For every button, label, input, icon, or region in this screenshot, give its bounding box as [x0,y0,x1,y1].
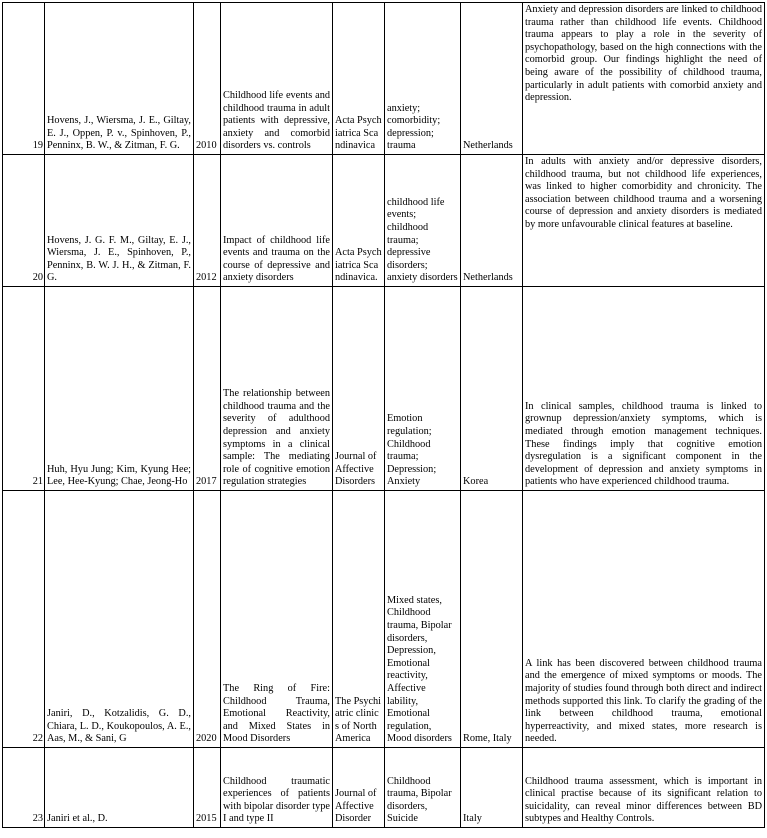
keywords-cell: Emotion regulation; Childhood trauma; Depression; Anxiety [385,287,461,491]
studies-table [2,2,765,828]
summary-cell: Childhood trauma assessment, which is important in clinical practise because of its significant relation to suicidality, can reveal minor differences between BD subtypes and Healthy Controls. [523,748,765,828]
country-cell: Netherlands [461,3,523,155]
year-cell: 2020 [194,491,221,748]
title-cell: The relationship between childhood trauma and the severity of adulthood depression and anxiety symptoms in a clinical sample: The mediating role of cognitive emotion regulation strategies [221,287,333,491]
row-number: 19 [3,3,45,155]
summary-cell: A link has been discovered between childhood trauma and the emergence of mixed symptoms or moods. The majority of studies found through both direct and indirect methods supported this link. To clarify the grading of the link between childhood trauma, emotional hyperreactivity, and mixed states, more research is needed. [523,491,765,748]
table-row [3,287,765,491]
journal-cell: The Psychiatric clinics of North America [333,491,385,748]
year-cell: 2012 [194,155,221,287]
table-row [3,748,765,828]
journal-cell: Journal of Affective Disorder [333,748,385,828]
authors-cell: Huh, Hyu Jung; Kim, Kyung Hee; Lee, Hee-Kyung; Chae, Jeong-Ho [45,287,194,491]
row-number: 22 [3,491,45,748]
authors-cell: Janiri et al., D. [45,748,194,828]
table-row [3,491,765,748]
row-number: 21 [3,287,45,491]
table-row [3,155,765,287]
keywords-cell: Mixed states, Childhood trauma, Bipolar disorders, Depression, Emotional reactivity, Affective lability, Emotional regulation, Mood disorders [385,491,461,748]
authors-cell: Hovens, J., Wiersma, J. E., Giltay, E. J., Oppen, P. v., Spinhoven, P., Penninx, B. W., & Zitman, F. G. [45,3,194,155]
authors-cell: Hovens, J. G. F. M., Giltay, E. J., Wiersma, J. E., Spinhoven, P., Penninx, B. W. J. H., & Zitman, F. G. [45,155,194,287]
country-cell: Rome, Italy [461,491,523,748]
year-cell: 2017 [194,287,221,491]
year-cell: 2015 [194,748,221,828]
summary-cell: In clinical samples, childhood trauma is linked to grownup depression/anxiety symptoms, which is mediated through emotion management techniques. These findings imply that cognitive emotion dysregulation is a significant component in the development of depression and anxiety symptoms in patients who have experienced childhood trauma. [523,287,765,491]
keywords-cell: childhood life events; childhood trauma; depressive disorders; anxiety disorders [385,155,461,287]
authors-cell: Janiri, D., Kotzalidis, G. D., Chiara, L. D., Koukopoulos, A. E., Aas, M., & Sani, G [45,491,194,748]
title-cell: Childhood life events and childhood trauma in adult patients with depressive, anxiety and comorbid disorders vs. controls [221,3,333,155]
title-cell: The Ring of Fire: Childhood Trauma, Emotional Reactivity, and Mixed States in Mood Disorders [221,491,333,748]
journal-cell: Acta Psychiatrica Scandinavica [333,3,385,155]
table-row [3,3,765,155]
year-cell: 2010 [194,3,221,155]
journal-cell: Acta Psychiatrica Scandinavica. [333,155,385,287]
country-cell: Korea [461,287,523,491]
keywords-cell: anxiety; comorbidity; depression; trauma [385,3,461,155]
summary-cell: In adults with anxiety and/or depressive disorders, childhood trauma, but not childhood life experiences, was linked to higher comorbidity and chronicity. The association between childhood trauma and a worsening course of depression and anxiety disorders is mediated by more unfavourable clinical features at baseline. [523,155,765,287]
row-number: 23 [3,748,45,828]
keywords-cell: Childhood trauma, Bipolar disorders, Suicide [385,748,461,828]
country-cell: Netherlands [461,155,523,287]
journal-cell: Journal of Affective Disorders [333,287,385,491]
summary-cell: Anxiety and depression disorders are linked to childhood trauma rather than childhood life events. Childhood trauma appears to play a role in the severity of psychopathology, based on the high connections with the comorbid group. Our findings highlight the need of being aware of the possibility of childhood trauma, particularly in adult patients with comorbid anxiety and depression. [523,3,765,155]
country-cell: Italy [461,748,523,828]
row-number: 20 [3,155,45,287]
title-cell: Childhood traumatic experiences of patients with bipolar disorder type I and type II [221,748,333,828]
title-cell: Impact of childhood life events and trauma on the course of depressive and anxiety disorders [221,155,333,287]
